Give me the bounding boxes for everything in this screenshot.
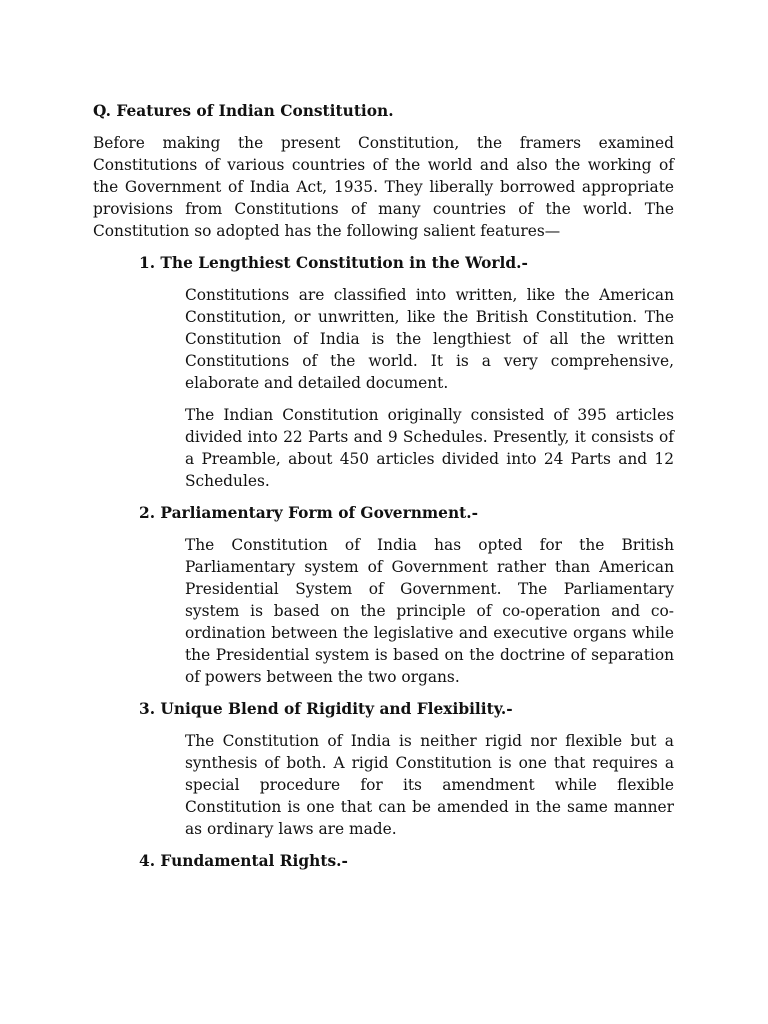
section-paragraph: The Indian Constitution originally consisted of 395 articles divided into 22 Parts and 9 Schedules. Presently, it consists of a Preamble, about 450 articles divided into 24 Parts and 12 Schedules. — [185, 406, 674, 490]
section-body — [185, 534, 674, 688]
section-heading: 2. Parliamentary Form of Government.- — [139, 504, 478, 522]
section-body — [185, 730, 674, 840]
section-heading: 4. Fundamental Rights.- — [139, 852, 348, 870]
intro-paragraph: Before making the present Constitution, the framers examined Constitutions of various countries of the world and also the working of the Government of India Act, 1935. They liberally borrowed appropriate provisions from Constitutions of many countries of the world. The Constitution so adopted has the following salient features— — [93, 134, 674, 240]
section-parliamentary-government — [93, 502, 674, 688]
section-rigidity-flexibility — [93, 698, 674, 840]
section-fundamental-rights — [93, 850, 674, 872]
section-body — [185, 284, 674, 492]
section-lengthiest-constitution — [93, 252, 674, 492]
section-heading: 3. Unique Blend of Rigidity and Flexibility.- — [139, 700, 513, 718]
document-content — [93, 100, 674, 882]
section-heading: 1. The Lengthiest Constitution in the World.- — [139, 254, 528, 272]
section-paragraph: The Constitution of India is neither rigid nor flexible but a synthesis of both. A rigid Constitution is one that requires a special procedure for its amendment while flexible Constitution is one that can be amended in the same manner as ordinary laws are made. — [185, 732, 674, 838]
question-heading: Q. Features of Indian Constitution. — [93, 102, 394, 120]
section-paragraph: Constitutions are classified into written, like the American Constitution, or unwritten, like the British Constitution. The Constitution of India is the lengthiest of all the written Constitutions of the world. It is a very comprehensive, elaborate and detailed document. — [185, 286, 674, 392]
section-paragraph: The Constitution of India has opted for the British Parliamentary system of Government rather than American Presidential System of Government. The Parliamentary system is based on the principle of co-operation and co-ordination between the legislative and executive organs while the Presidential system is based on the doctrine of separation of powers between the two organs. — [185, 536, 674, 686]
